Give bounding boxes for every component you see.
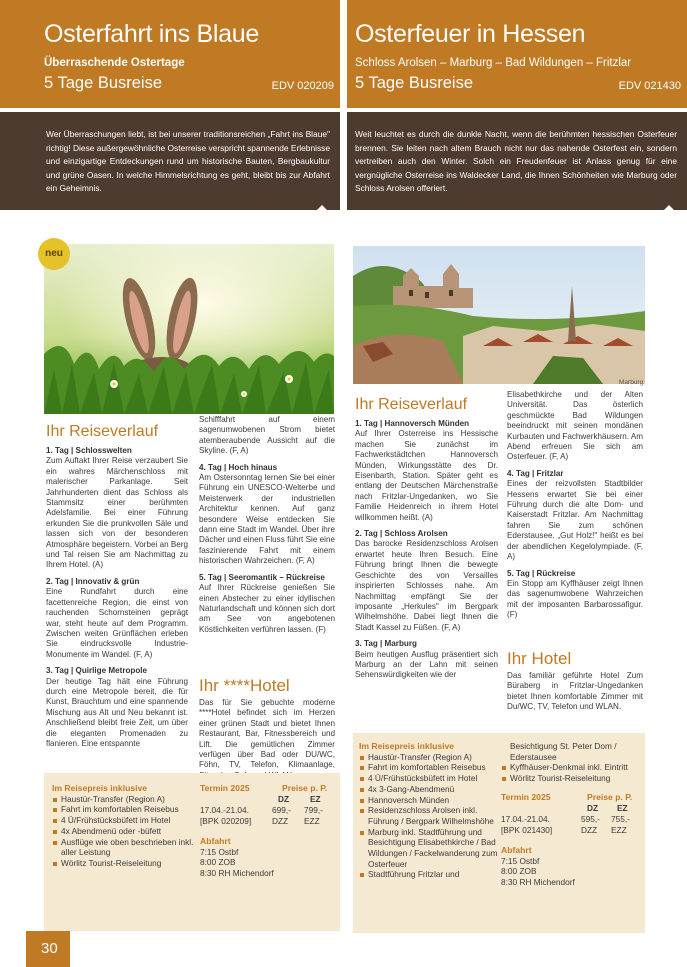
termin-label: Termin 2025	[200, 783, 250, 793]
price-dz: 595,-	[581, 813, 600, 824]
inclusion-item: 4x 3-Gang-Abendmenü	[359, 784, 499, 795]
tour-header	[0, 0, 340, 108]
column-gutter	[340, 210, 347, 967]
itinerary-day	[46, 446, 188, 571]
left-tour-column	[0, 0, 340, 967]
tour-duration: 5 Tage Busreise	[355, 74, 474, 92]
ez-label: EZ	[617, 802, 628, 813]
itinerary-days-part1	[355, 419, 498, 687]
notch-icon	[663, 205, 675, 211]
inclusion-continued: Besichtigung St. Peter Dom / Ederstausee	[510, 741, 617, 762]
price-dz: 699,-	[272, 805, 291, 815]
tour-date: 17.04.-21.04.	[200, 805, 249, 815]
itinerary-day	[507, 569, 643, 621]
inclusion-item: Haustür-Transfer (Region A)	[52, 794, 197, 805]
departure-2: 8:00 ZOB	[200, 857, 236, 868]
day-heading: 3. Tag | Marburg	[355, 639, 417, 649]
bpk-code: [BPK 021430]	[501, 824, 553, 835]
inclusions-list	[52, 794, 197, 869]
day-text: Auf Ihrer Osterreise ins Hessische machen Sie zunächst im Fachwerkstädtchen Hannoversch Münden, Wirkungsstätte des Dr. Eisenbarth, Station. Später geht es entlang der Deutschen Märchenstraße nach Fritzlar-Ungedanken, wo Sie Familie Heidenreich in ihrem Hotel willkommen heißt. (A)	[355, 429, 498, 522]
itinerary-day	[46, 666, 188, 749]
day-heading: 3. Tag | Quirlige Metropole	[46, 666, 148, 676]
day-text: Das barocke Residenzschloss Arolsen erwartet heute Ihren Besuch. Eine Führung bringt Ihnen die bewegte Geschichte des von Versailles inspirierten Schlosses nahe. Am Nachmittag empfängt Sie der imposante „Herkules" im Bergpark Wilhelmshöhe. Dabei liegt Ihnen die Stadt Kassel zu Füßen. (F, A)	[355, 539, 498, 632]
easter-bunny-photo	[44, 244, 334, 414]
inclusion-item: 4 Ü/Frühstücksbüfett im Hotel	[52, 815, 197, 826]
photo-caption: Marburg	[619, 379, 644, 386]
marburg-castle-photo	[353, 246, 645, 384]
day-text: Elisabethkirche und der Alten Universität. Das österlich geschmückte Bad Wildungen beeindruckt mit seinen mondänen Kurbauten und Fachwerkhäusern. Am Abend erfreuen Sie sich am Osterfeuer. (F, A)	[507, 390, 643, 462]
itinerary-days-part2	[199, 415, 335, 641]
price-box	[44, 773, 340, 931]
right-tour-column	[347, 0, 687, 967]
hotel-heading: Ihr ****Hotel	[199, 676, 290, 695]
inclusion-item: Wörlitz Tourist-Reiseleitung	[501, 773, 641, 784]
termin-block	[200, 783, 336, 879]
day-heading: 2. Tag | Innovativ & grün	[46, 576, 140, 586]
hotel-heading: Ihr Hotel	[507, 649, 572, 668]
inclusion-item: Marburg inkl. Stadtführung und Besichtigung Elisabethkirche / Bad Wildungen / Fackelwanderung zum Osterfeuer	[359, 827, 499, 870]
itinerary-day	[355, 639, 498, 681]
tour-title: Osterfahrt ins Blaue	[44, 20, 259, 48]
inclusion-item: Fahrt im komfortablen Reisebus	[52, 804, 197, 815]
tour-intro	[0, 112, 340, 210]
notch-icon	[316, 205, 328, 211]
day-heading: 1. Tag | Hannoversch Münden	[355, 419, 470, 428]
itinerary-day	[199, 415, 335, 457]
inclusion-item: 4 Ü/Frühstücksbüfett im Hotel	[359, 773, 499, 784]
itinerary-day	[355, 419, 498, 523]
inclusion-item: 4x Abendmenü oder -büfett	[52, 826, 197, 837]
day-heading: 1. Tag | Schlosswelten	[46, 446, 132, 455]
itinerary-heading: Ihr Reiseverlauf	[355, 396, 468, 413]
day-heading: 4. Tag | Hoch hinaus	[199, 462, 278, 472]
dz-label: DZ	[587, 802, 599, 813]
tour-duration: 5 Tage Busreise	[44, 74, 163, 92]
departure-3: 8:30 RH Michendorf	[501, 876, 575, 887]
day-heading: 4. Tag | Fritzlar	[507, 468, 564, 478]
tour-edv-code: EDV 020209	[271, 80, 334, 92]
inclusion-item: Fahrt im komfortablen Reisebus	[359, 762, 499, 773]
ezz-label: EZZ	[304, 816, 320, 826]
departure-2: 8:00 ZOB	[501, 866, 537, 877]
itinerary-day	[355, 529, 498, 633]
inclusion-item: Wörlitz Tourist-Reiseleitung	[52, 858, 197, 869]
day-text: Der heutige Tag hält eine Führung durch eine Metropole bereit, die für Kunst, Brauchtum und eine spannende Mischung aus Alt und Neu bekannt ist. Anschließend bleibt freie Zeit, um über die eleganten Promenaden zu flanieren. Eine entspannte	[46, 676, 188, 748]
day-text: Am Ostersonntag lernen Sie bei einer Führung ein UNESCO-Welterbe und Meisterwerk der industriellen Architektur kennen. Auf ganz besondere Weise entdecken Sie dann eine Stadt im Wandel. Über ihre Dächer und einen Fluss führt Sie eine faszinierende Fahrt mit einem historischen Wahrzeichen. (F, A)	[199, 473, 335, 566]
intro-text: Weit leuchtet es durch die dunkle Nacht, wenn die berühmten hessischen Osterfeuer brennen. Sie leiten nach altem Brauch nicht nur das nahende Osterfest ein, sondern vertreiben auch den Winter. Solch ein Freudenfeuer ist Anlass genug für eine vergnügliche Osterreise ins Waldecker Land, die Ihnen Schönheiten wie Marburg oder Schloss Arolsen offeriert.	[355, 129, 677, 193]
termin-block	[501, 741, 641, 888]
abfahrt-heading: Abfahrt	[200, 836, 231, 846]
day-text: Eines der reizvollsten Stadtbilder Hessens erwartet Sie bei einer Führung durch die alte Dom- und Kaiserstadt Fritzlar. Am Nachmittag fahren Sie zum schönen Ederstausee. „Gut Holz!" heißt es bei der abendlichen Kegelolympiade. (F, A)	[507, 479, 643, 562]
day-heading: 5. Tag | Rückreise	[507, 568, 576, 578]
day-text: Eine Rundfahrt durch eine facettenreiche Region, die einst von rauchenden Schornsteinen geprägt war, steht heute auf dem Programm. Zwischen weiten Grünflächen erleben Sie eindrucksvolle Industrie-Monumente im Wandel. (F, A)	[46, 587, 188, 659]
day-text: Auf Ihrer Rückreise genießen Sie einen Abstecher zu einer idyllischen Naturlandschaft und können sich dort am See von angebotenen Köstlichkeiten verführen lassen. (F)	[199, 583, 335, 634]
day-text: Zum Auftakt Ihrer Reise verzaubert Sie ein wahres Märchenschloss mit malerischer Parkanlage. Seit Jahrhunderten dient das Schloss als Stammsitz einer berühmten Adelsfamilie. Bei einer Führung erkunden Sie die prunkvollen Säle und lassen sich von der besonderen Atmosphäre begeistern. Vorbei an Berg und Tal reisen Sie am Nachmittag zu Ihrem Hotel. (A)	[46, 456, 188, 570]
intro-text: Wer Überraschungen liebt, ist bei unserer traditionsreichen „Fahrt ins Blaue" richtig! Diese außergewöhnliche Osterreise verspricht spannende Erlebnisse und einzigartige Entdeckungen rund um historische Bauten, Bergbaukultur und grüne Oasen. In welche Himmelsrichtung es geht, bleibt bis zur Abfahrt ein Geheimnis.	[46, 129, 330, 193]
ez-label: EZ	[310, 794, 321, 804]
inclusions-list-continued	[501, 762, 641, 783]
day-text: Schifffahrt auf einem sagenumwobenen Strom bietet atemberaubende Aussicht auf die Skyline. (F, A)	[199, 415, 335, 456]
day-heading: 2. Tag | Schloss Arolsen	[355, 529, 448, 539]
day-text: Ein Stopp am Kyffhäuser zeigt Ihnen das sagenumwobene Wahrzeichen mit der imposanten Barbarossafigur. (F)	[507, 578, 643, 620]
itinerary-days-part2	[507, 390, 643, 627]
inclusion-item: Ausflüge wie oben beschrieben inkl. aller Leistung	[52, 837, 197, 858]
tour-header	[347, 0, 687, 108]
price-ez: 799,-	[304, 805, 323, 815]
dz-label: DZ	[278, 794, 290, 804]
tour-intro	[347, 112, 687, 210]
new-badge: neu	[38, 238, 70, 270]
preise-label: Preise p. P.	[282, 783, 328, 793]
departure-1: 7:15 Ostbf	[200, 846, 239, 857]
departure-3: 8:30 RH Michendorf	[200, 868, 274, 879]
tour-subtitle: Überraschende Ostertage	[44, 57, 185, 69]
price-ez: 755,-	[611, 813, 630, 824]
preise-label: Preise p. P.	[587, 791, 633, 802]
dzz-label: DZZ	[581, 824, 598, 835]
itinerary-days-part1	[46, 446, 188, 755]
price-box	[353, 733, 645, 933]
abfahrt-heading: Abfahrt	[501, 844, 532, 855]
page-number: 30	[26, 931, 70, 967]
bpk-code: [BPK 020209]	[200, 816, 252, 826]
departure-1: 7:15 Ostbf	[501, 855, 540, 866]
inclusion-item: Haustür-Transfer (Region A)	[359, 752, 499, 763]
ezz-label: EZZ	[611, 824, 627, 835]
hotel-description: Das für Sie gebuchte moderne ****Hotel befindet sich im Herzen einer grünen Stadt und bietet Ihnen Restaurant, Bar, Fitnessbereich und Lift. Die gemütlichen Zimmer verfügen über Bad oder DU/WC, Föhn, TV, Telefon, Klimaanlage,	[199, 698, 335, 770]
itinerary-day	[199, 463, 335, 567]
day-heading: 5. Tag | Seeromantik – Rückreise	[199, 572, 325, 582]
price-heading: Im Reisepreis inklusive	[359, 741, 455, 751]
itinerary-day	[507, 469, 643, 563]
inclusion-item: Hannoversch Münden	[359, 795, 499, 806]
day-text: Beim heutigen Ausflug präsentiert sich Marburg an der Lahn mit seinen Sehenswürdigkeiten wie der	[355, 649, 498, 680]
itinerary-day	[507, 390, 643, 463]
price-heading: Im Reisepreis inklusive	[52, 783, 148, 793]
itinerary-heading: Ihr Reiseverlauf	[46, 423, 159, 440]
inclusion-item: Residenzschloss Arolsen inkl. Führung / Bergpark Wilhelmshöhe	[359, 805, 499, 826]
tour-title: Osterfeuer in Hessen	[355, 20, 586, 48]
itinerary-day	[199, 573, 335, 635]
inclusion-item: Stadtführung Fritzlar und	[359, 869, 499, 880]
inclusions-list	[359, 752, 499, 880]
termin-label: Termin 2025	[501, 791, 551, 802]
tour-edv-code: EDV 021430	[618, 80, 681, 92]
hotel-description: Das familiär geführte Hotel Zum Büraberg in Fritzlar-Ungedanken bietet Ihnen komfortable Zimmer mit Du/WC, TV, Telefon und WLAN.	[507, 671, 643, 712]
itinerary-day	[46, 577, 188, 660]
inclusion-item: Kyffhäuser-Denkmal inkl. Eintritt	[501, 762, 641, 773]
tour-subtitle: Schloss Arolsen – Marburg – Bad Wildungen – Fritzlar	[355, 57, 632, 69]
tour-date: 17.04.-21.04.	[501, 813, 550, 824]
dzz-label: DZZ	[272, 816, 289, 826]
